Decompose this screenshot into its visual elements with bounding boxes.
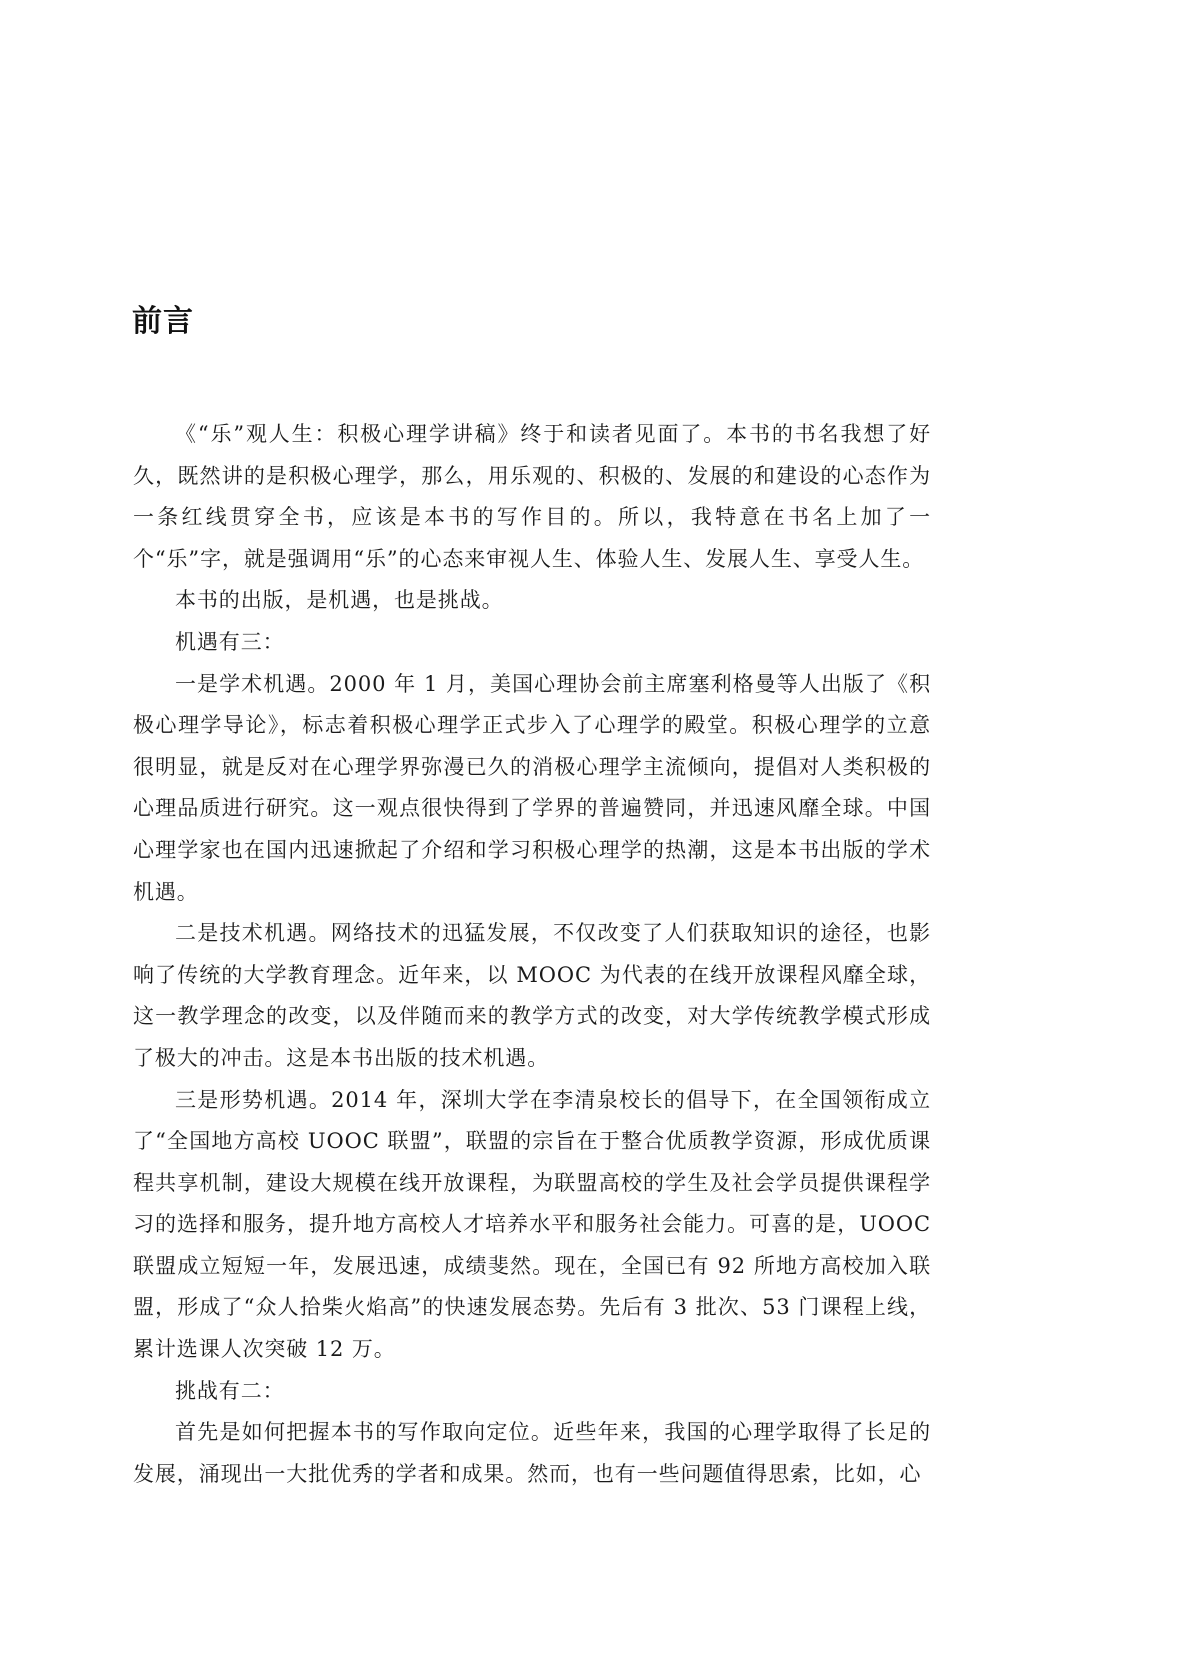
paragraph-challenges-heading: 挑战有二： <box>175 1378 285 1403</box>
body-text <box>133 414 931 1495</box>
paragraph-situation-opportunity: 三是形势机遇。2014 年，深圳大学在李清泉校长的倡导下，在全国领衔成立了“全国地方高校 UOOC 联盟”，联盟的宗旨在于整合优质教学资源，形成优质课程共享机制，建设大规模在线开放课程，为联盟高校的学生及社会学员提供课程学习的选择和服务，提升地方高校人才培养水平和服务社会能力。可喜的是，UOOC 联盟成立短短一年，发展迅速，成绩斐然。现在，全国已有 92 所地方高校加入联盟，形成了“众人拾柴火焰高”的快速发展态势。先后有 3 批次、53 门课程上线，累计选课人次突破 12 万。 <box>133 1087 931 1362</box>
paragraph-academic-opportunity: 一是学术机遇。2000 年 1 月，美国心理协会前主席塞利格曼等人出版了《积极心理学导论》，标志着积极心理学正式步入了心理学的殿堂。积极心理学的立意很明显，就是反对在心理学界弥漫已久的消极心理学主流倾向，提倡对人类积极的心理品质进行研究。这一观点很快得到了学界的普遍赞同，并迅速风靡全球。中国心理学家也在国内迅速掀起了介绍和学习积极心理学的热潮，这是本书出版的学术机遇。 <box>133 671 931 904</box>
paragraph-technical-opportunity: 二是技术机遇。网络技术的迅猛发展，不仅改变了人们获取知识的途径，也影响了传统的大学教育理念。近年来，以 MOOC 为代表的在线开放课程风靡全球，这一教学理念的改变，以及伴随而来的教学方式的改变，对大学传统教学模式形成了极大的冲击。这是本书出版的技术机遇。 <box>133 921 931 1070</box>
paragraph-intro: 《“乐”观人生：积极心理学讲稿》终于和读者见面了。本书的书名我想了好久，既然讲的是积极心理学，那么，用乐观的、积极的、发展的和建设的心态作为一条红线贯穿全书，应该是本书的写作目的。所以，我特意在书名上加了一个“乐”字，就是强调用“乐”的心态来审视人生、体验人生、发展人生、享受人生。 <box>133 422 931 571</box>
paragraph-opportunity-challenge: 本书的出版，是机遇，也是挑战。 <box>175 588 504 613</box>
paragraph-opportunities-heading: 机遇有三： <box>175 629 285 654</box>
page-title: 前言 <box>132 304 194 339</box>
paragraph-first-challenge: 首先是如何把握本书的写作取向定位。近些年来，我国的心理学取得了长足的发展，涌现出一大批优秀的学者和成果。然而，也有一些问题值得思索，比如，心 <box>133 1420 931 1486</box>
